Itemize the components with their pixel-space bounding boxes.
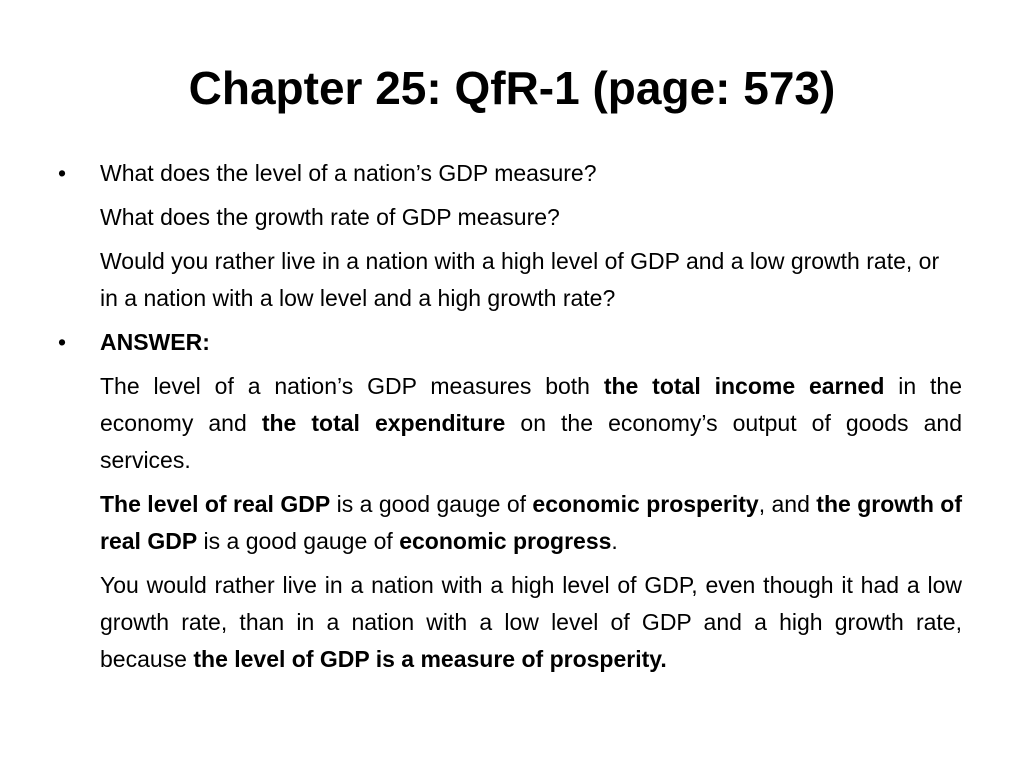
answer-paragraph-3 — [58, 567, 962, 678]
answer-p2-bold-2: economic prosperity — [532, 491, 759, 517]
answer-p2-text-4: . — [611, 528, 618, 554]
answer-p1-bold-1: the total income earned — [603, 373, 885, 399]
answer-p2-text-1: is a good gauge of — [330, 491, 533, 517]
question-3: Would you rather live in a nation with a high level of GDP and a low growth rate, or in a nation with a low level and a high growth rate? — [100, 248, 940, 311]
question-bullet — [58, 155, 962, 192]
answer-p1-text-1: The level of a nation’s GDP measures both — [100, 373, 604, 399]
bullet-icon: • — [58, 329, 67, 355]
answer-p2-bold-4: economic progress — [399, 528, 612, 554]
answer-heading: ANSWER: — [100, 329, 210, 355]
answer-p2-bold-3: the growth of real GDP — [100, 491, 962, 554]
slide-title: Chapter 25: QfR-1 (page: 573) — [188, 62, 836, 114]
answer-p1-text-2: in the economy and — [100, 373, 962, 436]
answer-bullet — [58, 324, 962, 361]
question-1: What does the level of a nation’s GDP measure? — [100, 160, 597, 186]
answer-p2-text-2: , and — [758, 491, 817, 517]
answer-p2-text-3: is a good gauge of — [197, 528, 400, 554]
answer-paragraph-2 — [58, 486, 962, 560]
answer-p3-text-1: You would rather live in a nation with a high level of GDP, even though it had a low growth rate, than in a nation with a low level of GDP and a high growth rate, because — [100, 572, 962, 672]
slide-body — [58, 155, 962, 685]
answer-p3-bold-1: the level of GDP is a measure of prosperity. — [193, 646, 667, 672]
answer-p2-bold-1: The level of real GDP — [100, 491, 331, 517]
answer-p1-text-3: on the economy’s output of goods and services. — [100, 410, 962, 473]
question-2: What does the growth rate of GDP measure? — [100, 204, 560, 230]
bullet-icon: • — [58, 160, 67, 186]
question-line-2 — [58, 199, 962, 236]
answer-p1-bold-2: the total expenditure — [261, 410, 506, 436]
answer-paragraph-1 — [58, 368, 962, 479]
question-line-3 — [58, 243, 962, 317]
